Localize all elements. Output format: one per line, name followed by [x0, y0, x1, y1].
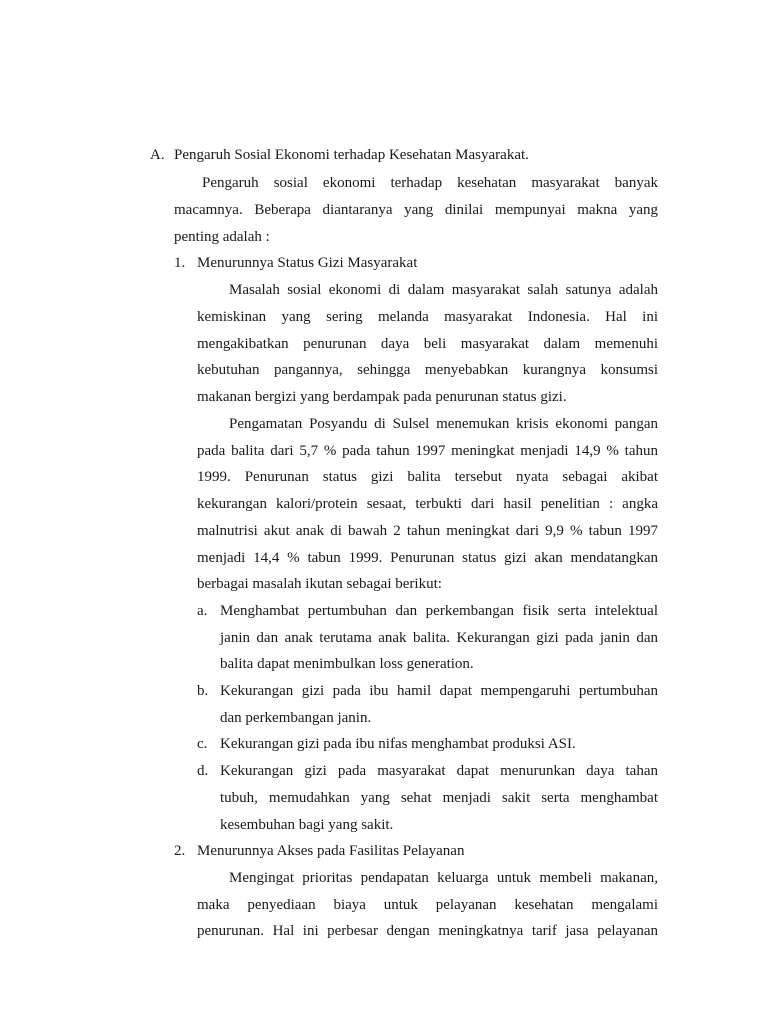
section-marker: A. [150, 147, 165, 163]
subitem-d-marker: d. [197, 763, 209, 779]
subitem-d-line: kesembuhan bagi yang sakit. [220, 817, 394, 833]
item-1-heading: Menurunnya Status Gizi Masyarakat [197, 255, 418, 271]
subitem-a-line: balita dapat menimbulkan loss generation. [220, 656, 474, 672]
item-1-para-2-line: malnutrisi akut anak di bawah 2 tahun meningkat dari 9,9 % tabun 1997 [197, 523, 658, 539]
subitem-b-line: dan perkembangan janin. [220, 710, 372, 726]
item-1-para-1-line: mengakibatkan penurunan daya beli masyarakat dalam memenuhi [197, 336, 658, 352]
subitem-a-marker: a. [197, 603, 208, 619]
item-1-para-2-line: Pengamatan Posyandu di Sulsel menemukan krisis ekonomi pangan [229, 416, 658, 432]
item-1-para-1-line: kebutuhan pangannya, sehingga menyebabkan kurangnya konsumsi [197, 362, 658, 378]
item-2-marker: 2. [174, 843, 186, 859]
subitem-a-line: janin dan anak terutama anak balita. Kekurangan gizi pada janin dan [220, 630, 658, 646]
item-1-para-1-line: makanan bergizi yang berdampak pada penurunan status gizi. [197, 389, 567, 405]
item-2-heading: Menurunnya Akses pada Fasilitas Pelayanan [197, 843, 465, 859]
item-2-para-line: Mengingat prioritas pendapatan keluarga untuk membeli makanan, [229, 870, 658, 886]
item-1-para-2-line: berbagai masalah ikutan sebagai berikut: [197, 576, 442, 592]
subitem-b-marker: b. [197, 683, 209, 699]
item-1-para-2-line: kekurangan kalori/protein sesaat, terbukti dari hasil penelitian : angka [197, 496, 658, 512]
intro-line: Pengaruh sosial ekonomi terhadap kesehatan masyarakat banyak [202, 175, 658, 191]
item-1-para-2-line: 1999. Penurunan status gizi balita tersebut nyata sebagai akibat [197, 469, 658, 485]
subitem-c-marker: c. [197, 736, 208, 752]
subitem-c-line: Kekurangan gizi pada ibu nifas menghambat produksi ASI. [220, 736, 576, 752]
item-1-para-2-line: pada balita dari 5,7 % pada tahun 1997 meningkat menjadi 14,9 % tahun [197, 443, 658, 459]
item-1-para-1-line: Masalah sosial ekonomi di dalam masyarakat salah satunya adalah [229, 282, 658, 298]
item-1-para-1-line: kemiskinan yang sering melanda masyarakat Indonesia. Hal ini [197, 309, 658, 325]
item-2-para-line: penurunan. Hal ini perbesar dengan meningkatnya tarif jasa pelayanan [197, 923, 658, 939]
item-1-para-2-line: menjadi 14,4 % tabun 1999. Penurunan status gizi akan mendatangkan [197, 550, 658, 566]
item-2-para-line: maka penyediaan biaya untuk pelayanan kesehatan mengalami [197, 897, 658, 913]
intro-line: penting adalah : [174, 229, 270, 245]
section-heading: Pengaruh Sosial Ekonomi terhadap Kesehatan Masyarakat. [174, 147, 529, 163]
subitem-b-line: Kekurangan gizi pada ibu hamil dapat mempengaruhi pertumbuhan [220, 683, 658, 699]
subitem-d-line: tubuh, memudahkan yang sehat menjadi sakit serta menghambat [220, 790, 658, 806]
subitem-d-line: Kekurangan gizi pada masyarakat dapat menurunkan daya tahan [220, 763, 658, 779]
subitem-a-line: Menghambat pertumbuhan dan perkembangan fisik serta intelektual [220, 603, 658, 619]
intro-line: macamnya. Beberapa diantaranya yang dinilai mempunyai makna yang [174, 202, 658, 218]
item-1-marker: 1. [174, 255, 186, 271]
